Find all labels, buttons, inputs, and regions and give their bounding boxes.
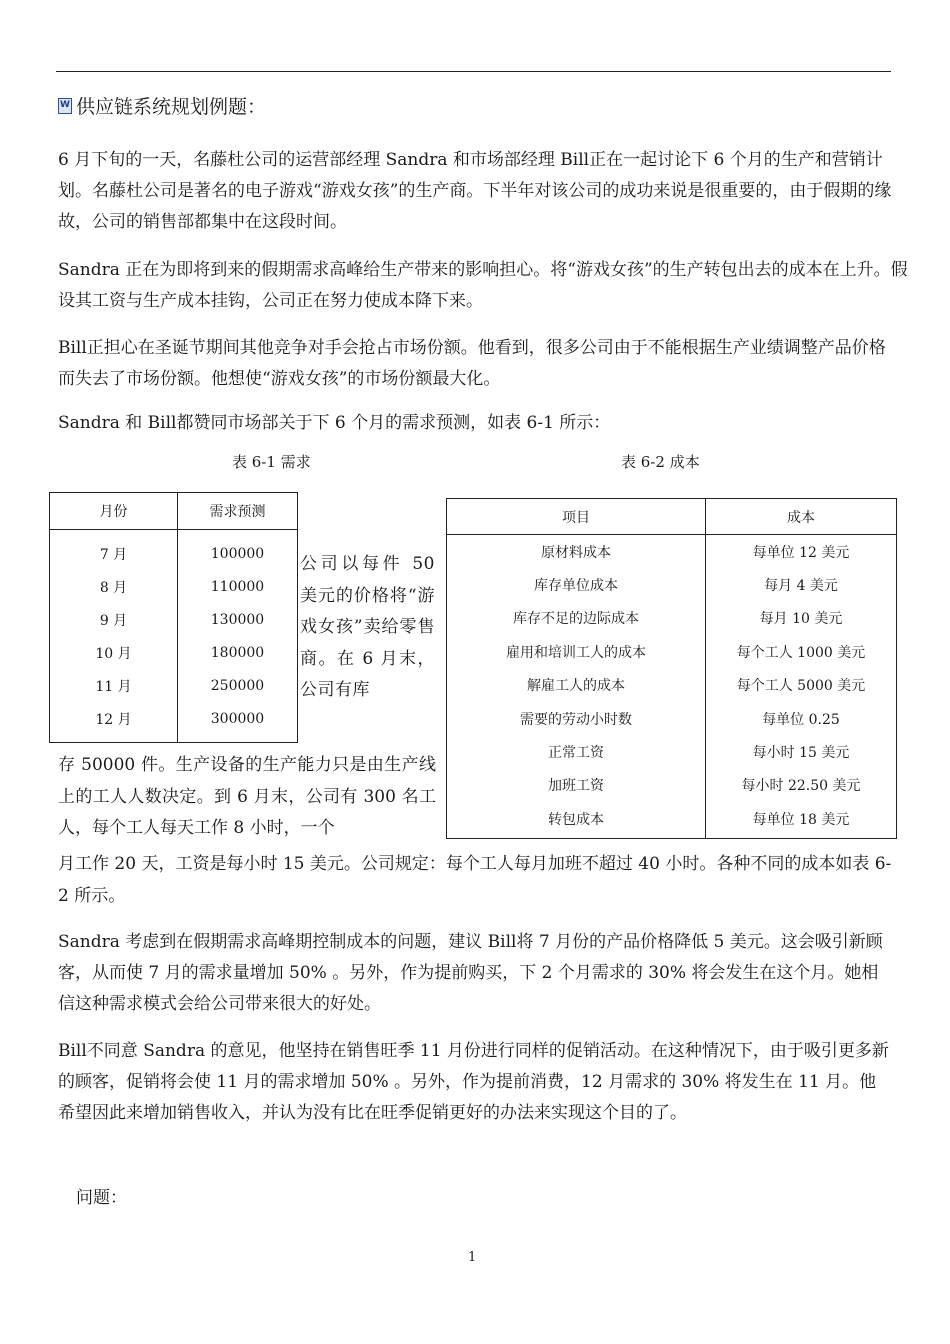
- table-row: [50, 530, 298, 571]
- table-cell: 12 月: [50, 702, 178, 743]
- questions-heading: 问题：: [76, 1188, 127, 1208]
- table-cell: 需要的劳动小时数: [447, 702, 706, 735]
- table-row: [447, 568, 897, 601]
- table-row: [447, 735, 897, 768]
- table-cell: 解雇工人的成本: [447, 669, 706, 702]
- table1-caption: 表 6-1 需求: [232, 453, 311, 471]
- table-row: [447, 669, 897, 702]
- table-cell: 11 月: [50, 669, 178, 702]
- table-cell: 正常工资: [447, 735, 706, 768]
- table-row: [447, 602, 897, 635]
- paragraph-inventory: 存 50000 件。生产设备的生产能力只是由生产线上的工人人数决定。到 6 月末，公司有 300 名工人，每个工人每天工作 8 小时，一个: [58, 755, 436, 838]
- table-cell: 300000: [210, 710, 265, 727]
- table-row: [447, 535, 897, 569]
- table-header-cell: 月份: [50, 493, 178, 530]
- page-number: 1: [468, 1250, 477, 1265]
- word-document-icon: [58, 98, 72, 114]
- paragraph-bill-proposal: Bill不同意 Sandra 的意见，他坚持在销售旺季 11 月份进行同样的促销活动。在这种情况下，由于吸引更多新的顾客，促销将会使 11 月的需求增加 50% 。另外，作为提前消费，12 月需求的 30% 将发生在 11 月。他希望因此来增加销售收入，并认为没有比在旺季促销更好的办法来实现这个目的了。: [58, 1041, 889, 1123]
- table-row: [50, 636, 298, 669]
- page-title: [58, 92, 266, 119]
- header-rule: [56, 71, 891, 72]
- table-row: [50, 669, 298, 702]
- table-cell: 7 月: [50, 530, 178, 571]
- table-header-cell: 需求预测: [178, 493, 298, 530]
- table-cell: 每单位 0.25: [762, 711, 840, 728]
- table-cell: 每个工人 5000 美元: [736, 678, 866, 695]
- paragraph-price-column: 公司以每件 50 美元的价格将“游戏女孩”卖给零售商。在 6 月末，公司有库: [300, 554, 435, 700]
- table-row: [447, 702, 897, 735]
- paragraph-wages: 月工作 20 天，工资是每小时 15 美元。公司规定：每个工人每月加班不超过 40 小时。各种不同的成本如表 6-2 所示。: [58, 854, 892, 906]
- table-cell: 180000: [210, 644, 265, 661]
- cost-table: [446, 498, 897, 839]
- table-cell: 雇用和培训工人的成本: [447, 635, 706, 668]
- table-row: [447, 802, 897, 838]
- demand-table: [49, 492, 298, 743]
- table-header-row: [50, 493, 298, 530]
- table-cell: 每月 4 美元: [764, 578, 838, 595]
- paragraph-forecast: Sandra 和 Bill都赞同市场部关于下 6 个月的需求预测，如表 6-1 所示：: [58, 413, 611, 433]
- table-cell: 每单位 18 美元: [752, 811, 850, 828]
- table-cell: 110000: [210, 578, 265, 595]
- table-row: [447, 769, 897, 802]
- table-cell: 加班工资: [447, 769, 706, 802]
- table-row: [50, 570, 298, 603]
- table-cell: 每小时 15 美元: [752, 745, 850, 762]
- paragraph-bill-concern: Bill正担心在圣诞节期间其他竞争对手会抢占市场份额。他看到，很多公司由于不能根据生产业绩调整产品价格而失去了市场份额。他想使“游戏女孩”的市场份额最大化。: [58, 338, 886, 389]
- table-cell: 100000: [210, 545, 265, 562]
- paragraph-sandra-proposal: Sandra 考虑到在假期需求高峰期控制成本的问题，建议 Bill将 7 月份的产品价格降低 5 美元。这会吸引新顾客，从而使 7 月的需求量增加 50% 。另外，作为提前购买，下 2 个月需求的 30% 将会发生在这个月。她相信这种需求模式会给公司带来很大的好处。: [58, 932, 883, 1014]
- table-header-cell: 成本: [706, 499, 897, 535]
- table-header-row: [447, 499, 897, 535]
- table-header-cell: 项目: [447, 499, 706, 535]
- page-title-text: 供应链系统规划例题：: [76, 96, 267, 118]
- table-cell: 10 月: [50, 636, 178, 669]
- table-cell: 库存不足的边际成本: [447, 602, 706, 635]
- table-cell: 130000: [210, 611, 265, 628]
- table2-caption: 表 6-2 成本: [621, 453, 700, 471]
- table-cell: 每小时 22.50 美元: [741, 778, 861, 795]
- table-cell: 库存单位成本: [447, 568, 706, 601]
- table-cell: 每个工人 1000 美元: [736, 644, 866, 661]
- table-cell: 原材料成本: [447, 535, 706, 569]
- table-cell: 转包成本: [447, 802, 706, 838]
- table-cell: 每单位 12 美元: [752, 544, 850, 561]
- paragraph-sandra-concern: Sandra 正在为即将到来的假期需求高峰给生产带来的影响担心。将“游戏女孩”的生产转包出去的成本在上升。假设其工资与生产成本挂钩，公司正在努力使成本降下来。: [58, 260, 908, 311]
- table-row: [50, 702, 298, 743]
- table-cell: 250000: [210, 677, 265, 694]
- table-row: [50, 603, 298, 636]
- table-cell: 8 月: [50, 570, 178, 603]
- paragraph-intro: 6 月下旬的一天，名藤杜公司的运营部经理 Sandra 和市场部经理 Bill正在一起讨论下 6 个月的生产和营销计划。名藤杜公司是著名的电子游戏“游戏女孩”的生产商。下半年对该公司的成功来说是很重要的，由于假期的缘故，公司的销售部都集中在这段时间。: [58, 150, 892, 232]
- table-cell: 9 月: [50, 603, 178, 636]
- table-row: [447, 635, 897, 668]
- table-cell: 每月 10 美元: [759, 611, 843, 628]
